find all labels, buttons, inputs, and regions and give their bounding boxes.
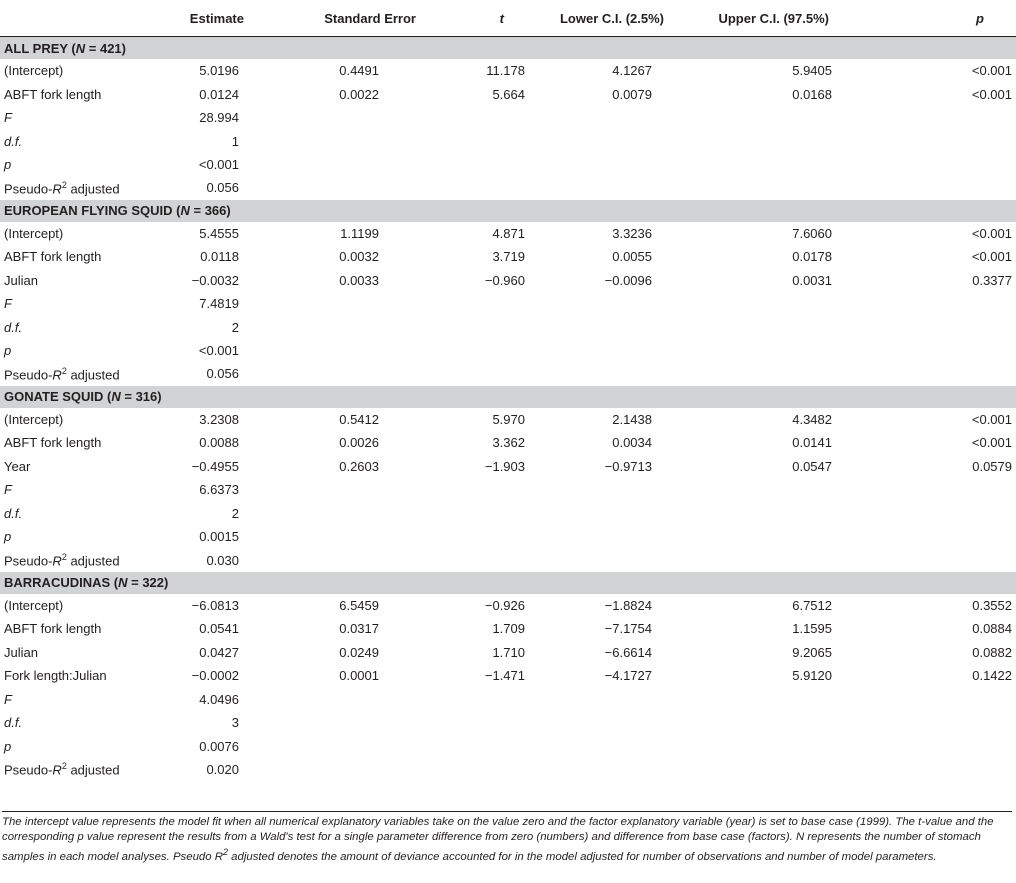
row-label: (Intercept) [4,63,64,79]
cell-t: 1.709 [492,621,525,637]
header-blank [0,0,151,37]
table-row [0,641,1016,664]
cell-t: 5.664 [492,86,525,102]
empty-cell [676,129,874,152]
cell-t: 3.719 [492,249,525,265]
cell-lower-ci: −4.1727 [604,668,652,684]
empty-cell [676,292,874,315]
footnote-text: The intercept value represents the model fit when all numerical explanatory variables take on the value zero and the factor explanatory variable (year) is set to base case (1999). The t-value and the corresponding p value represent the results from a Wald's test for a single parameter difference from zero (numbers) and difference from base case (factors). N represents the number of stomach samples in each model analyses. Pseudo R [2,816,994,864]
stat-row [0,176,1016,199]
cell-estimate: 0.0427 [199,644,239,660]
cell-upper-ci: 5.9120 [792,668,832,684]
empty-cell [244,339,434,362]
table-footnote [2,811,1012,865]
empty-cell [244,478,434,501]
cell-upper-ci: 0.0031 [792,272,832,288]
cell-estimate: −0.0032 [191,272,239,288]
empty-cell [676,548,874,571]
empty-cell [244,292,434,315]
empty-cell [434,734,525,757]
empty-cell [434,501,525,524]
stat-pseudo-r2-value: 0.030 [206,552,239,568]
r2-symbol: R [52,181,62,197]
row-label: ABFT fork length [4,86,102,102]
row-label: ABFT fork length [4,621,102,637]
empty-cell [244,688,434,711]
section-title-n: N [180,203,190,219]
header-p: p [874,0,1016,37]
empty-cell [244,176,434,199]
empty-cell [434,548,525,571]
cell-p: <0.001 [971,86,1012,102]
r2-superscript: 2 [61,179,67,190]
cell-p: <0.001 [971,411,1012,427]
cell-t: 11.178 [486,63,525,79]
header-t: t [434,0,525,37]
empty-cell [676,734,874,757]
cell-p: 0.3552 [972,597,1012,613]
cell-upper-ci: 9.2065 [792,644,832,660]
stat-f-label: F [4,482,12,498]
row-label: Year [4,458,31,474]
cell-standard-error: 0.0001 [339,668,379,684]
stat-p-label: p [4,738,12,754]
table-row [0,245,1016,268]
cell-upper-ci: 4.3482 [792,411,832,427]
section-title [0,200,1016,222]
empty-cell [244,758,434,781]
header-estimate: Estimate [151,0,244,37]
empty-cell [434,478,525,501]
cell-standard-error: 0.4491 [339,63,379,79]
row-label: Julian [4,644,38,660]
cell-lower-ci: 2.1438 [612,411,652,427]
stat-f-value: 28.994 [199,110,239,126]
empty-cell [525,548,676,571]
cell-t: −1.903 [484,458,525,474]
r2-superscript: 2 [61,761,67,772]
section-header [0,200,1016,222]
stat-df-value: 2 [231,319,239,335]
empty-cell [874,711,1016,734]
section-title-prefix: ALL PREY ( [4,40,76,56]
empty-cell [676,362,874,385]
r2-prefix: Pseudo- [4,553,53,569]
empty-cell [874,688,1016,711]
table-row [0,617,1016,640]
cell-lower-ci: −0.0096 [604,272,652,288]
section-title-n: N [111,389,121,405]
stat-row [0,339,1016,362]
empty-cell [874,153,1016,176]
stat-df-value: 1 [231,133,239,149]
empty-cell [434,525,525,548]
empty-cell [525,153,676,176]
cell-estimate: 5.4555 [199,225,239,241]
cell-estimate: 0.0541 [199,621,239,637]
cell-standard-error: 0.0026 [339,435,379,451]
empty-cell [525,339,676,362]
cell-upper-ci: 1.1595 [792,621,832,637]
stat-df-label: d.f. [4,319,23,335]
stat-pseudo-r2-label [0,176,151,199]
cell-p: 0.0579 [972,458,1012,474]
cell-estimate: −6.0813 [191,597,239,613]
cell-standard-error: 6.5459 [339,597,379,613]
cell-t: −0.926 [484,597,525,613]
stat-f-value: 7.4819 [199,296,239,312]
empty-cell [874,478,1016,501]
stat-row [0,758,1016,781]
header-upper-ci: Upper C.I. (97.5%) [676,0,874,37]
stat-p-label: p [4,156,12,172]
cell-lower-ci: 3.3236 [612,225,652,241]
section-title-suffix: = 421) [85,40,126,56]
cell-upper-ci: 0.0141 [792,435,832,451]
empty-cell [874,106,1016,129]
cell-estimate: −0.0002 [191,668,239,684]
stat-row [0,501,1016,524]
stat-row [0,525,1016,548]
cell-t: 4.871 [492,225,525,241]
section-title-prefix: EUROPEAN FLYING SQUID ( [4,203,181,219]
section-header [0,572,1016,594]
cell-standard-error: 0.0317 [339,621,379,637]
empty-cell [434,758,525,781]
empty-cell [525,478,676,501]
stat-row [0,315,1016,338]
cell-p: <0.001 [971,225,1012,241]
empty-cell [676,688,874,711]
empty-cell [434,315,525,338]
cell-lower-ci: −6.6614 [604,644,652,660]
row-label: Fork length:Julian [4,668,107,684]
empty-cell [874,758,1016,781]
stat-f-label: F [4,110,12,126]
section-title [0,386,1016,408]
table-row [0,455,1016,478]
cell-upper-ci: 0.0168 [792,86,832,102]
empty-cell [676,525,874,548]
cell-t: 3.362 [492,435,525,451]
r2-symbol: R [52,367,62,383]
cell-p: 0.0884 [972,621,1012,637]
cell-p: 0.1422 [972,668,1012,684]
stat-row [0,734,1016,757]
stat-p-value: 0.0015 [199,529,239,545]
section-title-suffix: = 316) [120,389,162,405]
cell-upper-ci: 0.0178 [792,249,832,265]
section-title-suffix: = 366) [189,203,231,219]
cell-p: <0.001 [971,249,1012,265]
empty-cell [525,525,676,548]
stat-row [0,548,1016,571]
table-row [0,431,1016,454]
empty-cell [434,292,525,315]
empty-cell [874,176,1016,199]
section-title-n: N [118,575,128,591]
cell-upper-ci: 5.9405 [792,63,832,79]
empty-cell [676,176,874,199]
cell-p: 0.0882 [972,644,1012,660]
table-row [0,269,1016,292]
empty-cell [874,129,1016,152]
stat-df-label: d.f. [4,505,23,521]
cell-standard-error: 0.2603 [339,458,379,474]
header-lower-ci: Lower C.I. (2.5%) [525,0,676,37]
empty-cell [244,548,434,571]
empty-cell [434,106,525,129]
stat-row [0,478,1016,501]
empty-cell [676,106,874,129]
stat-pseudo-r2-value: 0.020 [206,762,239,778]
section-title-prefix: BARRACUDINAS ( [4,575,119,591]
stat-f-label: F [4,691,12,707]
cell-standard-error: 0.0249 [339,644,379,660]
r2-symbol: R [52,553,62,569]
r2-suffix: adjusted [66,762,120,778]
stat-p-label: p [4,529,12,545]
cell-estimate: 0.0088 [199,435,239,451]
cell-standard-error: 0.0032 [339,249,379,265]
empty-cell [244,501,434,524]
cell-upper-ci: 7.6060 [792,225,832,241]
empty-cell [874,501,1016,524]
empty-cell [525,106,676,129]
empty-cell [676,339,874,362]
table-header [0,0,1016,37]
empty-cell [874,525,1016,548]
table-row [0,408,1016,431]
r2-superscript: 2 [61,365,67,376]
section-header [0,37,1016,60]
cell-estimate: 0.0118 [200,249,239,265]
empty-cell [676,315,874,338]
stat-row [0,153,1016,176]
stat-df-value: 2 [231,505,239,521]
r2-prefix: Pseudo- [4,762,53,778]
empty-cell [244,106,434,129]
empty-cell [434,339,525,362]
empty-cell [874,315,1016,338]
empty-cell [525,176,676,199]
empty-cell [434,129,525,152]
header-standard-error: Standard Error [244,0,434,37]
stat-df-value: 3 [231,715,239,731]
cell-p: <0.001 [971,435,1012,451]
row-label: ABFT fork length [4,435,102,451]
section-title-prefix: GONATE SQUID ( [4,389,112,405]
cell-lower-ci: 0.0034 [612,435,652,451]
cell-estimate: 5.0196 [199,63,239,79]
empty-cell [244,129,434,152]
empty-cell [434,176,525,199]
cell-lower-ci: −1.8824 [604,597,652,613]
cell-estimate: 3.2308 [199,411,239,427]
stat-row [0,106,1016,129]
empty-cell [244,315,434,338]
empty-cell [525,758,676,781]
empty-cell [434,688,525,711]
section-header [0,386,1016,408]
empty-cell [525,292,676,315]
empty-cell [525,711,676,734]
cell-lower-ci: −7.1754 [604,621,652,637]
empty-cell [434,711,525,734]
empty-cell [525,501,676,524]
stat-row [0,688,1016,711]
stat-p-value: 0.0076 [199,738,239,754]
row-label: Julian [4,272,38,288]
stat-row [0,129,1016,152]
empty-cell [676,711,874,734]
empty-cell [244,525,434,548]
cell-p: <0.001 [971,63,1012,79]
stat-row [0,292,1016,315]
section-title-n: N [75,40,86,56]
cell-t: 1.710 [492,644,525,660]
empty-cell [676,153,874,176]
row-label: (Intercept) [4,597,64,613]
r2-suffix: adjusted [66,553,120,569]
empty-cell [874,292,1016,315]
empty-cell [874,339,1016,362]
table-row [0,59,1016,82]
section-title [0,572,1016,594]
cell-t: −0.960 [484,272,525,288]
stat-f-value: 6.6373 [199,482,239,498]
section-title-suffix: = 322) [127,575,169,591]
table-row [0,82,1016,105]
r2-symbol: R [52,762,62,778]
section-title [0,37,1016,60]
stat-pseudo-r2-label [0,548,151,571]
stat-pseudo-r2-label [0,362,151,385]
cell-upper-ci: 0.0547 [792,458,832,474]
r2-prefix: Pseudo- [4,367,53,383]
empty-cell [244,153,434,176]
empty-cell [434,153,525,176]
stat-df-label: d.f. [4,715,23,731]
r2-superscript: 2 [61,551,67,562]
empty-cell [244,362,434,385]
cell-upper-ci: 6.7512 [792,597,832,613]
empty-cell [676,758,874,781]
empty-cell [525,362,676,385]
r2-prefix: Pseudo- [4,181,53,197]
table-row [0,594,1016,617]
stat-pseudo-r2-value: 0.056 [206,180,239,196]
cell-standard-error: 1.1199 [340,225,379,241]
cell-lower-ci: 4.1267 [612,63,652,79]
empty-cell [434,362,525,385]
cell-lower-ci: 0.0079 [612,86,652,102]
cell-t: 5.970 [492,411,525,427]
row-label: (Intercept) [4,411,64,427]
empty-cell [676,478,874,501]
footnote-sup: 2 [222,847,228,858]
empty-cell [244,711,434,734]
stat-f-label: F [4,296,12,312]
cell-estimate: 0.0124 [199,86,239,102]
stat-pseudo-r2-label [0,758,151,781]
stat-p-label: p [4,343,12,359]
stat-f-value: 4.0496 [199,691,239,707]
cell-lower-ci: −0.9713 [604,458,652,474]
cell-t: −1.471 [484,668,525,684]
empty-cell [244,734,434,757]
empty-cell [874,548,1016,571]
stat-row [0,362,1016,385]
stat-pseudo-r2-value: 0.056 [206,366,239,382]
empty-cell [525,315,676,338]
empty-cell [525,129,676,152]
r2-suffix: adjusted [66,181,120,197]
row-label: (Intercept) [4,225,64,241]
table-row [0,664,1016,687]
cell-p: 0.3377 [972,272,1012,288]
cell-standard-error: 0.5412 [339,411,379,427]
row-label: ABFT fork length [4,249,102,265]
r2-suffix: adjusted [66,367,120,383]
empty-cell [874,734,1016,757]
footnote-text-end: adjusted denotes the amount of deviance accounted for in the model adjusted for number of observations and number of model parameters. [228,851,937,864]
empty-cell [874,362,1016,385]
table-row [0,222,1016,245]
stat-df-label: d.f. [4,133,23,149]
cell-lower-ci: 0.0055 [612,249,652,265]
cell-standard-error: 0.0022 [339,86,379,102]
stat-row [0,711,1016,734]
table-body [0,37,1016,782]
empty-cell [525,688,676,711]
empty-cell [525,734,676,757]
cell-standard-error: 0.0033 [339,272,379,288]
cell-estimate: −0.4955 [191,458,239,474]
empty-cell [676,501,874,524]
stat-p-value: <0.001 [198,343,239,359]
stat-p-value: <0.001 [198,156,239,172]
